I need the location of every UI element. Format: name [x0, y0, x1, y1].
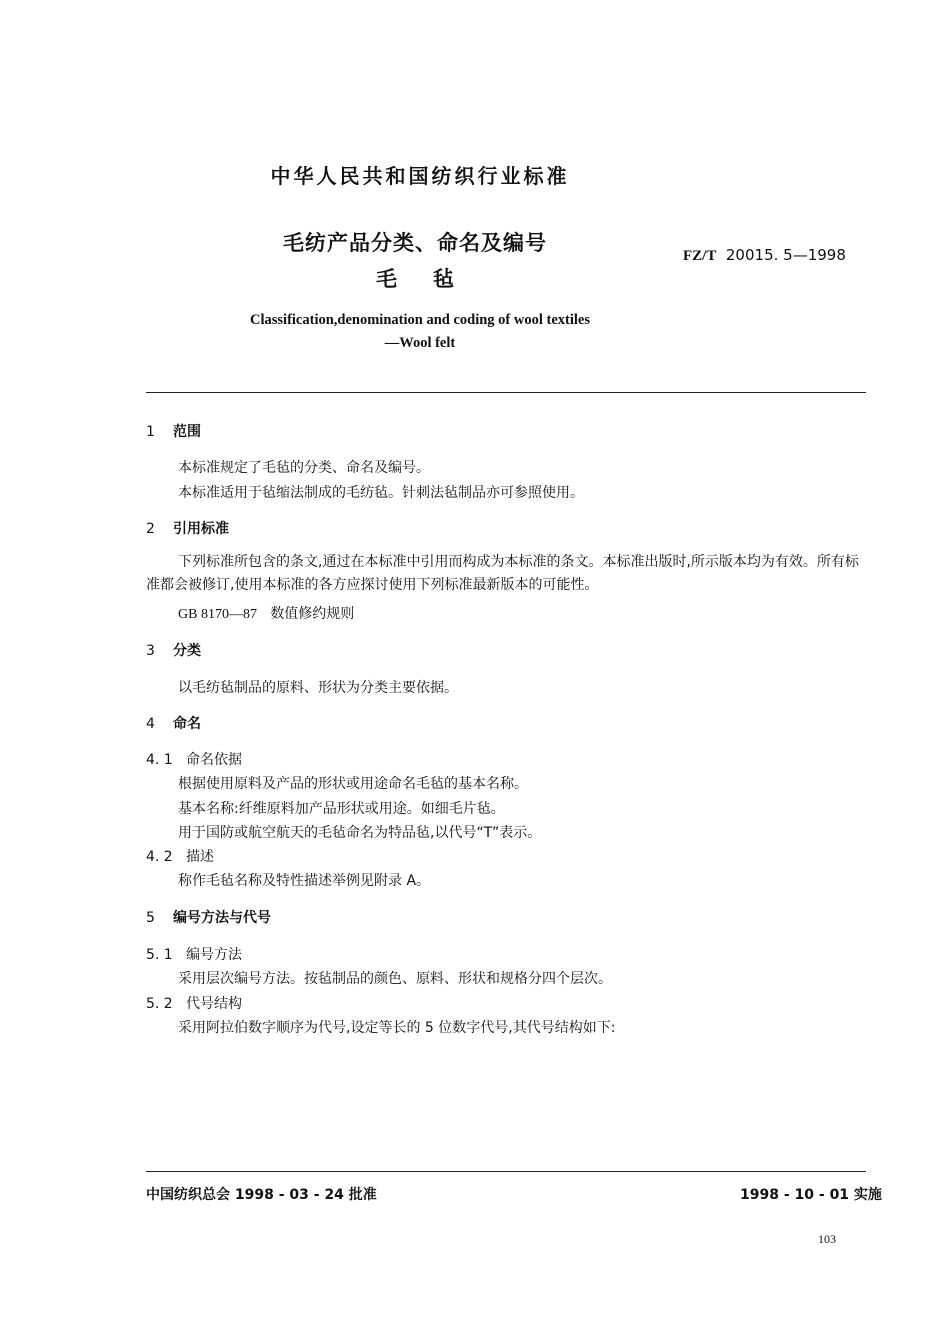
standard-subtitle-cn: 毛毡	[376, 267, 490, 291]
section-title: 编号方法与代号	[173, 910, 271, 926]
implementation-date: 1998 - 10 - 01 实施	[740, 1187, 882, 1203]
subsection-number: 4. 1	[146, 752, 173, 768]
section-title: 命名	[173, 716, 201, 732]
section-5-1-heading	[146, 944, 242, 964]
section-2-heading	[146, 518, 229, 538]
section-5-2-paragraph-1: 采用阿拉伯数字顺序为代号,设定等长的 5 位数字代号,其代号结构如下:	[178, 1020, 616, 1036]
subsection-number: 5. 1	[146, 947, 173, 963]
section-5-1-paragraph-1: 采用层次编号方法。按毡制品的颜色、原料、形状和规格分四个层次。	[178, 971, 612, 987]
standard-subtitle-en: —Wool felt	[384, 335, 456, 351]
footer-divider	[146, 1171, 866, 1172]
section-number: 2	[146, 521, 155, 537]
subsection-title: 代号结构	[186, 996, 242, 1012]
section-4-heading	[146, 713, 201, 733]
section-4-1-paragraph-2: 基本名称:纤维原料加产品形状或用途。如细毛片毡。	[178, 801, 505, 817]
section-number: 1	[146, 424, 155, 440]
page-number: 103	[818, 1232, 836, 1246]
subsection-title: 编号方法	[186, 947, 242, 963]
approval-date: 中国纺织总会 1998 - 03 - 24 批准	[146, 1187, 377, 1203]
section-4-2-heading	[146, 846, 214, 866]
header-divider	[146, 392, 866, 393]
section-number: 5	[146, 910, 155, 926]
section-number: 4	[146, 716, 155, 732]
section-title: 分类	[173, 643, 201, 659]
section-title: 引用标准	[173, 521, 229, 537]
section-1-heading	[146, 421, 201, 441]
section-4-1-paragraph-1: 根据使用原料及产品的形状或用途命名毛毡的基本名称。	[178, 776, 528, 792]
normative-reference	[178, 603, 354, 623]
subsection-number: 4. 2	[146, 849, 173, 865]
subsection-title: 描述	[186, 849, 214, 865]
section-4-1-paragraph-3: 用于国防或航空航天的毛毡命名为特品毡,以代号“T”表示。	[178, 825, 542, 841]
reference-code: GB 8170—87	[178, 607, 257, 622]
section-4-1-heading	[146, 749, 242, 769]
standard-title-en: Classification,denomination and coding of wool textiles	[250, 312, 590, 328]
subsection-title: 命名依据	[186, 752, 242, 768]
section-4-2-paragraph-1: 称作毛毡名称及特性描述举例见附录 A。	[178, 873, 431, 889]
section-1-paragraph-2: 本标准适用于毡缩法制成的毛纺毡。针刺法毡制品亦可参照使用。	[178, 485, 584, 501]
organization-standard-title: 中华人民共和国纺织行业标准	[270, 164, 570, 188]
section-title: 范围	[173, 424, 201, 440]
subsection-number: 5. 2	[146, 996, 173, 1012]
section-2-paragraph-1: 下列标准所包含的条文,通过在本标准中引用而构成为本标准的条文。本标准出版时,所示版本均为有效。所有标准都会被修订,使用本标准的各方应探讨使用下列标准最新版本的可能性。	[146, 554, 859, 593]
section-5-heading	[146, 907, 271, 927]
standard-title-cn: 毛纺产品分类、命名及编号	[283, 231, 547, 255]
section-1-paragraph-1: 本标准规定了毛毡的分类、命名及编号。	[178, 460, 430, 476]
section-5-2-heading	[146, 993, 242, 1013]
standard-code: 20015. 5—1998	[725, 246, 846, 264]
section-3-heading	[146, 640, 201, 660]
standard-number	[683, 246, 846, 265]
reference-title: 数值修约规则	[270, 606, 355, 622]
section-3-paragraph-1: 以毛纺毡制品的原料、形状为分类主要依据。	[178, 680, 458, 696]
section-number: 3	[146, 643, 155, 659]
standard-prefix: FZ/T	[683, 248, 717, 264]
